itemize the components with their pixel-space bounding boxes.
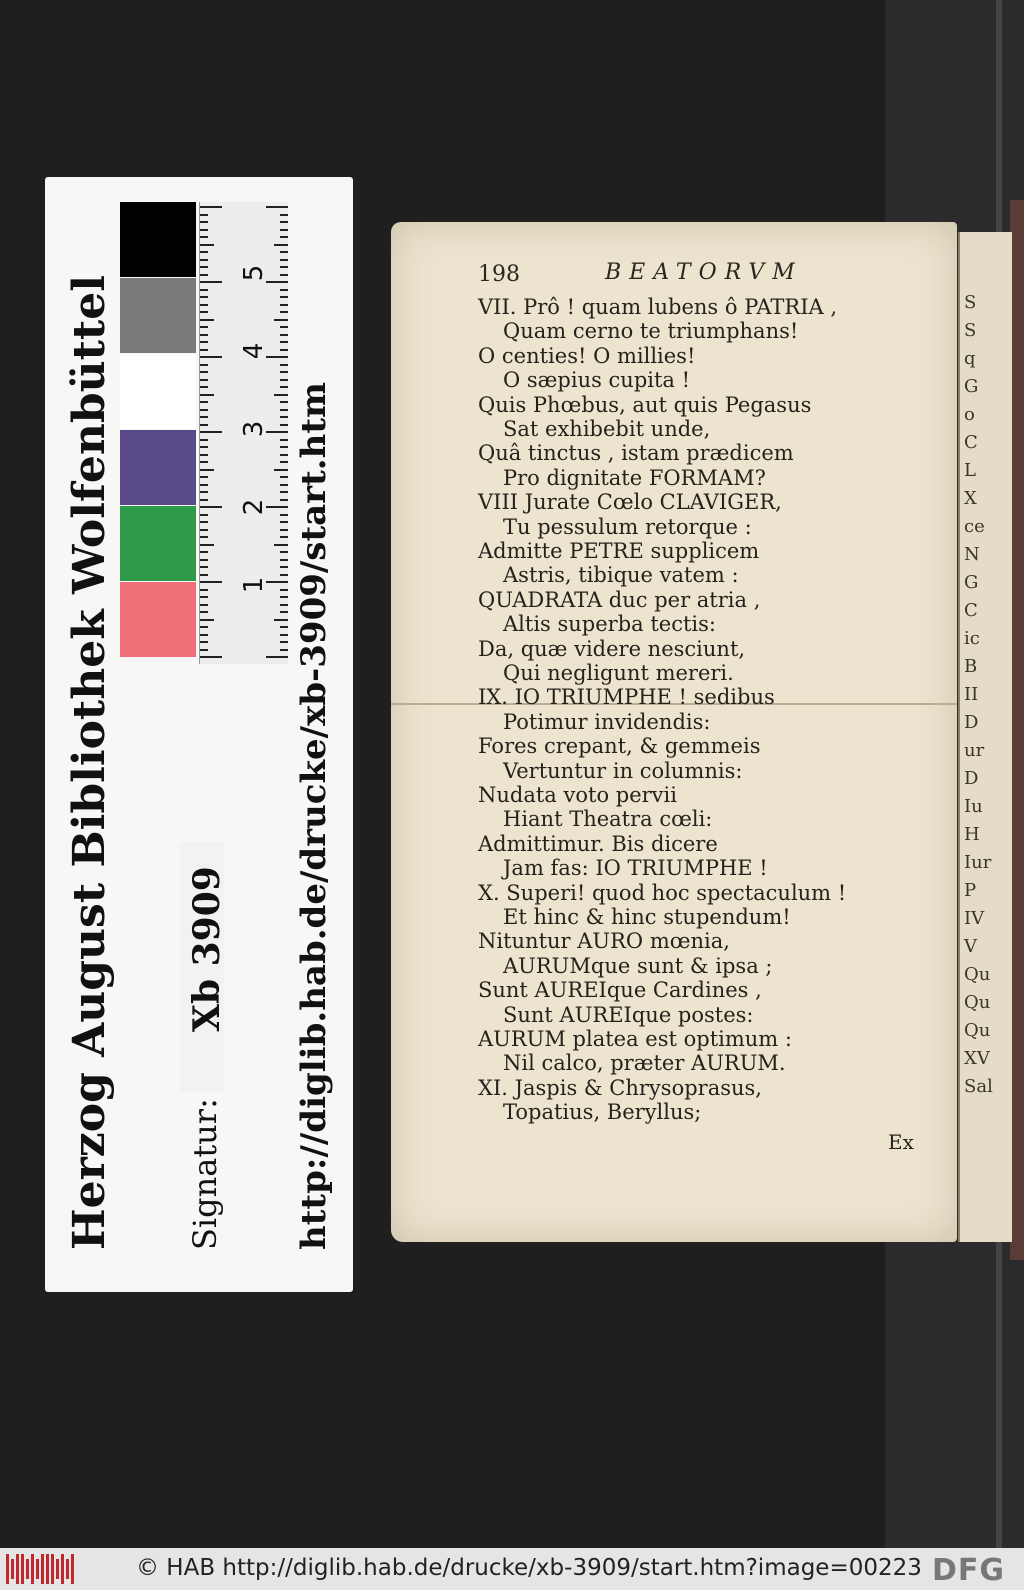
ruler-tick (280, 371, 288, 373)
ruler-tick (280, 649, 288, 651)
ruler-tick (280, 521, 288, 523)
ruler-tick (200, 454, 208, 456)
barcode-bar (11, 1559, 14, 1579)
barcode-bar (16, 1554, 19, 1584)
ruler-tick (200, 619, 214, 621)
ruler-tick (274, 244, 288, 246)
verse-line: Quam cerno te triumphans! (503, 319, 799, 344)
ruler-tick (200, 251, 208, 253)
ruler-tick (280, 626, 288, 628)
adjacent-page-fragment: Qu (964, 992, 991, 1013)
ruler-tick (280, 259, 288, 261)
verse-line: Jam fas: IO TRIUMPHE ! (503, 856, 768, 881)
ruler-tick (200, 319, 214, 321)
ruler-tick (200, 409, 208, 411)
verse-line: Admitte PETRE supplicem (478, 539, 760, 563)
ruler-tick (280, 349, 288, 351)
ruler-tick (200, 304, 208, 306)
ruler-tick (280, 251, 288, 253)
ruler-tick (266, 206, 288, 208)
ruler-tick (280, 611, 288, 613)
ruler-tick (200, 634, 208, 636)
ruler-number: 5 (239, 264, 269, 282)
ruler-tick (280, 296, 288, 298)
ruler-tick (274, 619, 288, 621)
ruler-tick (200, 626, 208, 628)
ruler-tick (200, 581, 222, 583)
ruler-tick (280, 454, 288, 456)
footer-url[interactable]: © HAB http://diglib.hab.de/drucke/xb-3909/start.htm?image=00223 (136, 1555, 922, 1581)
ruler-tick (280, 379, 288, 381)
adjacent-page-fragment: Iur (964, 852, 992, 873)
verse-line: Tu pessulum retorque : (503, 514, 752, 539)
ruler-tick (280, 334, 288, 336)
ruler-tick (280, 596, 288, 598)
ruler-tick (280, 401, 288, 403)
ruler-tick (200, 311, 208, 313)
ruler-tick (200, 461, 208, 463)
verse-line: AURUM platea est optimum : (478, 1027, 792, 1051)
signature-label: Signatur: (186, 1098, 224, 1250)
ruler-tick (280, 386, 288, 388)
ruler-tick (280, 236, 288, 238)
adjacent-page-fragment: X (964, 488, 977, 509)
ruler-tick (280, 514, 288, 516)
ruler-tick (200, 229, 208, 231)
ruler-tick (200, 476, 208, 478)
ruler-tick (280, 221, 288, 223)
signature-value: Xb 3909 (186, 866, 228, 1032)
ruler-tick (280, 439, 288, 441)
verse-line: Nil calco, præter AURUM. (503, 1051, 786, 1076)
verse-line: Sunt AUREIque Cardines , (478, 978, 762, 1003)
ruler-tick (200, 596, 208, 598)
verse-line: XI. Jaspis & Chrysoprasus, (478, 1075, 762, 1100)
barcode-bar (51, 1554, 54, 1584)
verse-line: Astris, tibique vatem : (503, 563, 739, 588)
ruler-tick (280, 559, 288, 561)
adjacent-page-fragment: ce (964, 516, 985, 537)
verse-line: Topatius, Beryllus; (503, 1100, 702, 1125)
ruler-tick (280, 214, 288, 216)
ruler-tick (200, 544, 214, 546)
ruler-tick (266, 431, 288, 433)
ruler-tick (280, 416, 288, 418)
ruler-tick (200, 536, 208, 538)
verse-line: QUADRATA duc per atria , (478, 587, 761, 612)
running-title: BEATORVM (605, 260, 803, 285)
catchword: Ex (888, 1130, 914, 1154)
verse-line: Fores crepant, & gemmeis (478, 734, 761, 759)
ruler-tick (200, 386, 208, 388)
adjacent-page-fragment: S (964, 320, 977, 341)
ruler-tick (280, 566, 288, 568)
adjacent-page-fragment: N (964, 544, 980, 565)
ruler-tick (200, 604, 208, 606)
ruler-tick (280, 641, 288, 643)
ruler-tick (200, 274, 208, 276)
ruler-tick (280, 574, 288, 576)
ruler-tick (200, 214, 208, 216)
ruler-tick (280, 446, 288, 448)
ruler-tick (200, 491, 208, 493)
barcode-bar (41, 1554, 44, 1584)
verse-line: X. Superi! quod hoc spectaculum ! (478, 880, 847, 905)
barcode-bar (26, 1559, 29, 1579)
page-number: 198 (478, 262, 520, 287)
barcode-icon (6, 1554, 74, 1584)
ruler-number: 1 (239, 576, 269, 594)
ruler-tick (274, 544, 288, 546)
ruler-tick (280, 484, 288, 486)
color-patch (120, 202, 196, 277)
verse-line: Admittimur. Bis dicere (478, 831, 718, 856)
ruler-tick (200, 206, 222, 208)
ruler-tick (280, 634, 288, 636)
ruler-tick (200, 379, 208, 381)
adjacent-page-fragment: G (964, 376, 979, 397)
verse-line: Quâ tinctus , istam prædicem (478, 441, 794, 466)
adjacent-page-fragment: Iu (964, 796, 983, 817)
ruler-tick (274, 469, 288, 471)
ruler-tick (200, 439, 208, 441)
ruler-tick (200, 559, 208, 561)
adjacent-page-fragment: IV (964, 908, 985, 929)
library-url: http://diglib.hab.de/drucke/xb-3909/start.htm (294, 381, 334, 1250)
ruler-tick (200, 529, 208, 531)
verse-line: Sat exhibebit unde, (503, 417, 711, 441)
verse-line: Potimur invidendis: (503, 709, 711, 734)
ruler-tick (280, 364, 288, 366)
ruler-tick (274, 394, 288, 396)
ruler-tick (200, 259, 208, 261)
verse-line: VII. Prô ! quam lubens ô PATRIA , (478, 295, 838, 319)
ruler-tick (266, 656, 288, 658)
ruler-tick (200, 281, 222, 283)
ruler-tick (280, 536, 288, 538)
ruler-tick (200, 356, 222, 358)
barcode-bar (36, 1559, 39, 1579)
ruler-tick (280, 229, 288, 231)
adjacent-page-fragment: G (964, 572, 979, 593)
ruler-tick (200, 296, 208, 298)
verse-line: O sæpius cupita ! (503, 368, 691, 393)
ruler-tick (280, 499, 288, 501)
ruler-tick (200, 499, 208, 501)
adjacent-page-fragment: II (964, 684, 979, 705)
color-patch (120, 354, 196, 429)
adjacent-page-fragment: ic (964, 628, 980, 649)
ruler-tick (280, 589, 288, 591)
adjacent-page-fragment: q (964, 348, 976, 369)
verse-line: Pro dignitate FORMAM? (503, 465, 766, 490)
ruler-tick (200, 574, 208, 576)
dfg-logo: DFG (932, 1553, 1006, 1588)
book-spine-edge (1010, 200, 1024, 1260)
ruler-tick (200, 221, 208, 223)
verse-line: Nudata voto pervii (478, 783, 677, 807)
barcode-bar (21, 1554, 24, 1584)
ruler-tick (200, 341, 208, 343)
barcode-bar (56, 1559, 59, 1579)
adjacent-page-fragment: L (964, 460, 976, 481)
barcode-bar (31, 1554, 34, 1584)
color-patch (120, 278, 196, 353)
ruler-tick (280, 491, 288, 493)
adjacent-page-fragment: S (964, 292, 977, 313)
ruler-tick (200, 506, 222, 508)
ruler-number: 2 (239, 498, 269, 516)
measurement-ruler (199, 202, 288, 664)
ruler-tick (200, 484, 208, 486)
ruler-tick (280, 289, 288, 291)
ruler-tick (280, 476, 288, 478)
ruler-tick (280, 311, 288, 313)
ruler-tick (200, 424, 208, 426)
verse-line: IX. IO TRIUMPHE ! sedibus (478, 685, 775, 710)
barcode-bar (66, 1559, 69, 1579)
adjacent-page-fragment: C (964, 432, 978, 453)
ruler-tick (200, 266, 208, 268)
ruler-tick (200, 514, 208, 516)
ruler-tick (200, 236, 208, 238)
ruler-tick (280, 266, 288, 268)
verse-line: VIII Jurate Cœlo CLAVIGER, (478, 490, 782, 515)
ruler-tick (266, 281, 288, 283)
adjacent-page (958, 232, 1012, 1242)
ruler-tick (200, 521, 208, 523)
ruler-tick (200, 244, 214, 246)
ruler-tick (266, 506, 288, 508)
adjacent-page-fragment: D (964, 768, 979, 789)
adjacent-page-fragment: P (964, 880, 977, 901)
verse-line: Qui negligunt mereri. (503, 661, 734, 685)
ruler-tick (200, 566, 208, 568)
barcode-bar (46, 1554, 49, 1584)
color-patch (120, 430, 196, 505)
ruler-tick (280, 604, 288, 606)
adjacent-page-fragment: V (964, 936, 977, 957)
verse-line: Da, quæ videre nesciunt, (478, 636, 746, 661)
ruler-tick (280, 529, 288, 531)
ruler-tick (266, 581, 288, 583)
ruler-tick (200, 446, 208, 448)
ruler-tick (280, 424, 288, 426)
ruler-tick (200, 641, 208, 643)
color-patch (120, 582, 196, 657)
ruler-number: 4 (239, 342, 269, 360)
color-patch (120, 506, 196, 581)
ruler-tick (200, 349, 208, 351)
ruler-tick (280, 341, 288, 343)
ruler-tick (200, 431, 222, 433)
adjacent-page-fragment: o (964, 404, 975, 425)
adjacent-page-fragment: XV (964, 1048, 990, 1069)
adjacent-page-fragment: Qu (964, 1020, 991, 1041)
ruler-tick (200, 551, 208, 553)
verse-line: AURUMque sunt & ipsa ; (503, 953, 773, 978)
ruler-tick (280, 409, 288, 411)
ruler-tick (200, 656, 222, 658)
ruler-tick (280, 461, 288, 463)
adjacent-page-fragment: B (964, 656, 978, 677)
adjacent-page-fragment: Sal (964, 1076, 993, 1097)
ruler-tick (274, 319, 288, 321)
ruler-tick (200, 364, 208, 366)
verse-line: Et hinc & hinc stupendum! (503, 905, 791, 929)
institution-name: Herzog August Bibliothek Wolfenbüttel (64, 275, 115, 1250)
ruler-tick (200, 326, 208, 328)
adjacent-page-fragment: C (964, 600, 978, 621)
ruler-tick (200, 589, 208, 591)
footer-bar (0, 1548, 1024, 1590)
adjacent-page-fragment: D (964, 712, 979, 733)
ruler-tick (200, 334, 208, 336)
ruler-tick (200, 649, 208, 651)
barcode-bar (6, 1554, 9, 1584)
ruler-tick (280, 551, 288, 553)
adjacent-page-fragment: H (964, 824, 980, 845)
ruler-tick (200, 289, 208, 291)
ruler-tick (200, 416, 208, 418)
ruler-tick (280, 304, 288, 306)
verse-line: Vertuntur in columnis: (503, 758, 743, 783)
ruler-tick (200, 611, 208, 613)
ruler-tick (200, 394, 214, 396)
verse-line: Quis Phœbus, aut quis Pegasus (478, 392, 812, 417)
verse-line: Hiant Theatra cœli: (503, 807, 713, 832)
ruler-tick (200, 469, 214, 471)
ruler-tick (280, 326, 288, 328)
ruler-tick (200, 371, 208, 373)
verse-line: Nituntur AURO mœnia, (478, 929, 730, 954)
barcode-bar (61, 1554, 64, 1584)
ruler-tick (280, 274, 288, 276)
verse-line: Sunt AUREIque postes: (503, 1002, 754, 1027)
verse-line: O centies! O millies! (478, 343, 696, 368)
barcode-bar (71, 1554, 74, 1584)
adjacent-page-fragment: ur (964, 740, 985, 761)
ruler-tick (200, 401, 208, 403)
ruler-number: 3 (239, 420, 269, 438)
adjacent-page-fragment: Qu (964, 964, 991, 985)
verse-line: Altis superba tectis: (503, 612, 716, 637)
ruler-tick (266, 356, 288, 358)
